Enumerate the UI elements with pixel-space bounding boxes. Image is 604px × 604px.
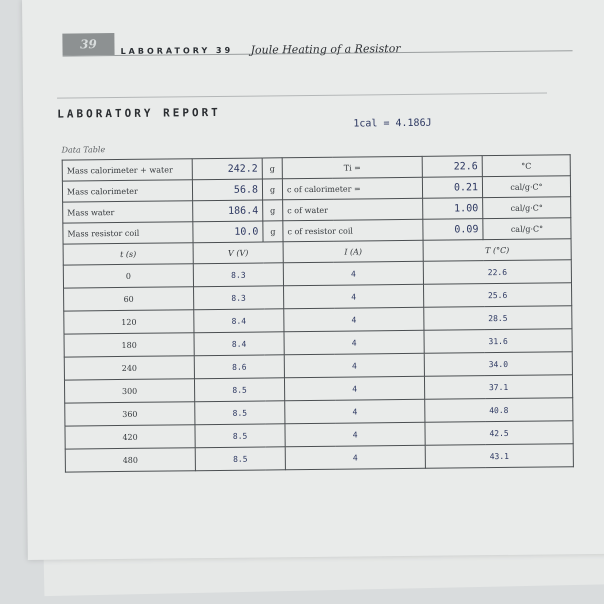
current-cell: 4 — [285, 399, 425, 423]
column-header-time: t (s) — [63, 243, 193, 265]
current-cell: 4 — [285, 422, 425, 446]
constant-label: c of calorimeter = — [282, 177, 422, 199]
constant-value: 0.21 — [422, 177, 482, 199]
column-header-current: I (A) — [283, 240, 423, 262]
time-cell: 360 — [65, 402, 195, 426]
constant-unit: g — [262, 179, 282, 200]
section-rule — [57, 93, 547, 99]
current-cell: 4 — [283, 261, 423, 285]
constant-unit: g — [263, 200, 283, 221]
voltage-cell: 8.5 — [195, 401, 285, 425]
temperature-cell: 42.5 — [425, 421, 573, 446]
voltage-cell: 8.3 — [193, 263, 283, 287]
time-cell: 420 — [65, 425, 195, 449]
constant-label: Ti = — [282, 156, 422, 178]
constant-label: Mass water — [63, 201, 193, 223]
temperature-cell: 40.8 — [425, 398, 573, 423]
temperature-cell: 43.1 — [425, 444, 573, 469]
constant-label: c of water — [283, 198, 423, 220]
constant-value: 56.8 — [192, 179, 262, 201]
voltage-cell: 8.5 — [195, 447, 285, 471]
worksheet-page — [22, 0, 604, 560]
time-cell: 0 — [63, 264, 193, 288]
chapter-number: 39 — [62, 33, 114, 56]
column-header-voltage: V (V) — [193, 242, 283, 264]
current-cell: 4 — [284, 284, 424, 308]
time-cell: 120 — [64, 310, 194, 334]
table-row — [65, 444, 573, 472]
constant-label: Mass calorimeter — [62, 180, 192, 202]
time-cell: 300 — [64, 379, 194, 403]
temperature-cell: 34.0 — [424, 352, 572, 377]
current-cell: 4 — [284, 330, 424, 354]
lab-title: Joule Heating of a Resistor — [250, 42, 401, 57]
voltage-cell: 8.6 — [194, 355, 284, 379]
temperature-cell: 37.1 — [424, 375, 572, 400]
temperature-cell: 31.6 — [424, 329, 572, 354]
constant-unit: cal/g·C° — [482, 176, 570, 198]
voltage-cell: 8.5 — [194, 378, 284, 402]
current-cell: 4 — [284, 376, 424, 400]
data-table — [62, 154, 574, 472]
time-cell: 180 — [64, 333, 194, 357]
constant-value: 186.4 — [193, 200, 263, 222]
voltage-cell: 8.4 — [194, 332, 284, 356]
constant-value: 242.2 — [192, 158, 262, 180]
data-table-label: Data Table — [61, 145, 106, 155]
lab-label: LABORATORY 39 — [120, 45, 234, 56]
voltage-cell: 8.3 — [194, 286, 284, 310]
current-cell: 4 — [284, 353, 424, 377]
constant-unit: cal/g·C° — [483, 197, 571, 219]
constant-unit: g — [263, 221, 283, 242]
voltage-cell: 8.5 — [195, 424, 285, 448]
constant-value: 10.0 — [193, 221, 263, 243]
time-cell: 240 — [64, 356, 194, 380]
time-cell: 480 — [65, 448, 195, 472]
constant-label: Mass resistor coil — [63, 222, 193, 244]
constant-value: 0.09 — [423, 219, 483, 241]
current-cell: 4 — [284, 307, 424, 331]
constant-label: Mass calorimeter + water — [62, 159, 192, 181]
temperature-cell: 22.6 — [423, 260, 571, 285]
handwritten-note: 1cal = 4.186J — [353, 117, 432, 130]
temperature-cell: 28.5 — [424, 306, 572, 331]
current-cell: 4 — [285, 445, 425, 469]
temperature-cell: 25.6 — [424, 283, 572, 308]
constant-unit: °C — [482, 155, 570, 177]
voltage-cell: 8.4 — [194, 309, 284, 333]
report-heading: LABORATORY REPORT — [57, 105, 221, 121]
time-cell: 60 — [64, 287, 194, 311]
constant-label: c of resistor coil — [283, 219, 423, 241]
constant-value: 1.00 — [423, 198, 483, 220]
constant-unit: cal/g·C° — [483, 218, 571, 240]
constant-unit: g — [262, 158, 282, 179]
column-header-temperature: T (°C) — [423, 239, 571, 262]
constant-value: 22.6 — [422, 156, 482, 178]
